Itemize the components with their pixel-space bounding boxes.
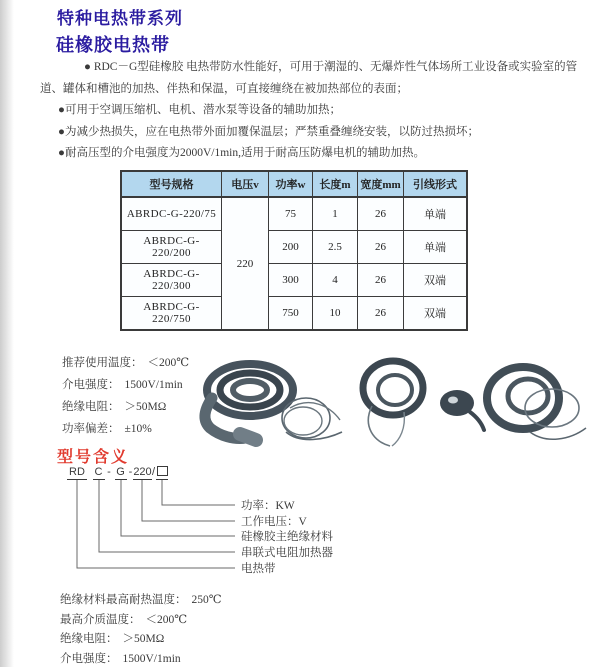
spec-list	[62, 352, 189, 440]
spec-label: 功率偏差：	[62, 423, 120, 435]
spec-value: 1500V/1min	[122, 652, 181, 665]
legend-tape: 电热带	[241, 563, 276, 575]
spec-line	[62, 352, 189, 374]
spec-line	[62, 418, 189, 440]
legend-power: 功率：KW	[241, 500, 295, 512]
column-header-width: 宽度mm	[358, 171, 404, 197]
legend-series: 串联式电阻加热器	[241, 547, 333, 559]
model-code-diagram	[55, 462, 475, 584]
table-header-row	[121, 171, 467, 197]
code-part-g: G	[116, 466, 125, 478]
model-meaning-heading: 型号含义	[57, 449, 130, 466]
legend-voltage: 工作电压：V	[241, 516, 307, 528]
cell-width: 26	[358, 297, 404, 331]
cell-power: 200	[269, 231, 313, 264]
spec-table	[120, 170, 468, 331]
cell-width: 26	[358, 197, 404, 231]
product-photo	[190, 348, 600, 460]
code-dash: -	[128, 466, 133, 478]
spec-label: 绝缘材料最高耐热温度：	[60, 594, 187, 606]
spec-value: ＞50MΩ	[124, 401, 167, 413]
spec-label: 绝缘电阻：	[60, 633, 118, 645]
page-subtitle: 硅橡胶电热带	[56, 35, 170, 55]
code-dash: -	[107, 466, 111, 478]
code-part-rd: RD	[69, 466, 85, 478]
coil-small-icon	[440, 390, 484, 430]
column-header-lead: 引线形式	[404, 171, 468, 197]
cell-power: 750	[269, 297, 313, 331]
cell-model: ABRDC-G-220/200	[121, 231, 222, 264]
cell-voltage-merged: 220	[222, 197, 269, 330]
column-header-voltage: 电压v	[222, 171, 269, 197]
bullet-item: ●耐高压型的介电强度为2000V/1min,适用于耐高压防爆电机的辅助加热。	[58, 147, 425, 159]
cell-model: ABRDC-G-220/75	[121, 197, 222, 231]
spec-label: 介电强度：	[62, 379, 120, 391]
connector-lines	[77, 480, 235, 568]
spec-label: 最高介质温度：	[60, 613, 141, 626]
spec-value: 1500V/1min	[124, 379, 183, 391]
footer-spec-list	[60, 591, 222, 667]
spec-line	[60, 630, 222, 650]
cell-power: 75	[269, 197, 313, 231]
bullet-item: ●可用于空调压缩机、电机、潜水泵等设备的辅助加热；	[58, 104, 341, 116]
cell-width: 26	[358, 231, 404, 264]
cell-lead: 单端	[404, 231, 468, 264]
code-slash: /	[151, 466, 156, 478]
spec-value: ±10%	[124, 423, 152, 435]
spec-line	[60, 650, 222, 667]
spec-value: ＜200℃	[147, 357, 190, 369]
cell-lead: 双端	[404, 264, 468, 297]
coil-ring-icon	[487, 367, 586, 439]
coil-large-icon	[205, 364, 293, 440]
cell-length: 10	[313, 297, 358, 331]
cell-model: ABRDC-G-220/300	[121, 264, 222, 297]
column-header-length: 长度m	[313, 171, 358, 197]
page-title: 特种电热带系列	[57, 9, 183, 28]
spec-label: 推荐使用温度：	[62, 357, 143, 369]
coil-medium-icon	[363, 361, 423, 446]
column-header-model: 型号规格	[121, 171, 222, 197]
spec-line	[60, 591, 222, 611]
bullet-item: ● RDC－G型硅橡胶 电热带防水性能好，可用于潮湿的、无爆炸性气体场所工业设备或实验室的管道、罐体和槽池的加热、伴热和保温，可直接缠绕在被加热部位的表面；	[40, 61, 578, 95]
spec-label: 介电强度：	[60, 652, 118, 665]
cell-power: 300	[269, 264, 313, 297]
table-row	[121, 297, 467, 331]
spec-line	[62, 374, 189, 396]
table-row	[121, 264, 467, 297]
intro-bullets	[40, 57, 596, 165]
column-header-power: 功率w	[269, 171, 313, 197]
cell-length: 1	[313, 197, 358, 231]
cell-length: 2.5	[313, 231, 358, 264]
cell-lead: 单端	[404, 197, 468, 231]
cell-lead: 双端	[404, 297, 468, 331]
code-part-c: C	[94, 466, 103, 478]
table-row	[121, 197, 467, 231]
code-part-220: 220	[133, 466, 152, 478]
table-row	[121, 231, 467, 264]
page-edge-shading	[0, 0, 14, 667]
spec-label: 绝缘电阻：	[62, 401, 120, 413]
cell-length: 4	[313, 264, 358, 297]
cell-width: 26	[358, 264, 404, 297]
spec-line	[60, 611, 222, 631]
spec-value: 250℃	[191, 594, 222, 606]
legend-insulation: 硅橡胶主绝缘材料	[241, 531, 333, 543]
spec-line	[62, 396, 189, 418]
bullet-item: ●为减少热损失，应在电热带外面加覆保温层；严禁重叠缠绕安装，以防过热损坏；	[58, 125, 479, 138]
code-power-box-icon	[158, 467, 168, 476]
spec-value: ＜200℃	[145, 613, 188, 626]
spec-value: ＞50MΩ	[122, 633, 165, 645]
cell-model: ABRDC-G-220/750	[121, 297, 222, 331]
